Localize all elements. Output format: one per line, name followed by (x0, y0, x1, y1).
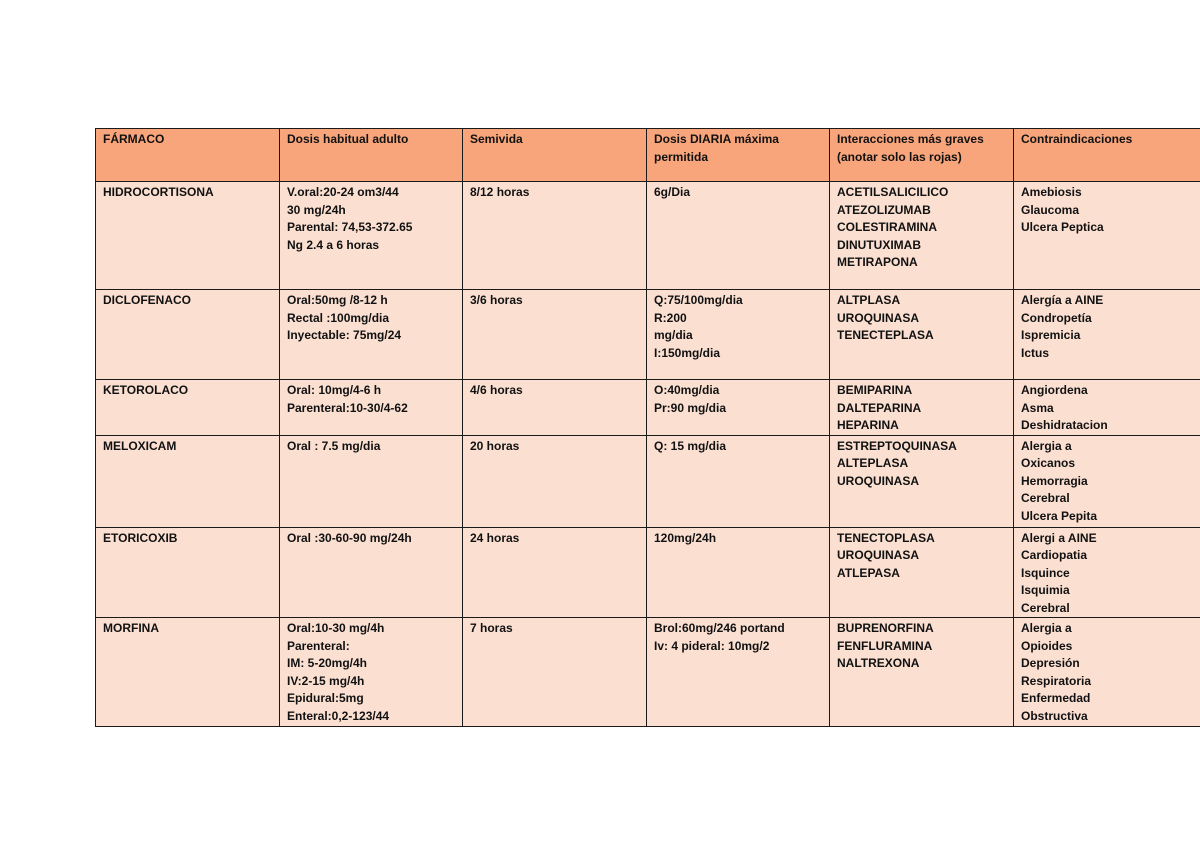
cell-line: Obstructiva (1021, 708, 1088, 723)
cell-semivida (463, 527, 647, 618)
cell-interacciones (830, 290, 1014, 380)
cell-line: Asma (1021, 400, 1054, 415)
cell-line: Q: 15 mg/dia (654, 438, 727, 453)
cell-line: ATLEPASA (837, 565, 900, 580)
cell-line: IV:2-15 mg/4h (287, 673, 365, 688)
cell-line: Parental: 74,53-372.65 (287, 220, 413, 234)
cell-line: mg/dia (654, 328, 693, 342)
cell-contraindicaciones (1014, 435, 1200, 527)
header-dosis-maxima-line-2: permitida (654, 149, 709, 164)
cell-line: ALTEPLASA (837, 456, 909, 470)
cell-line: UROQUINASA (837, 310, 920, 325)
cell-semivida (463, 618, 647, 727)
cell-line: 20 horas (470, 438, 520, 453)
header-farmaco-text: FÁRMACO (103, 132, 165, 146)
table-body (96, 182, 1200, 727)
cell-line: DICLOFENACO (103, 293, 191, 307)
table-row (96, 527, 1200, 618)
cell-dosis-habitual (280, 182, 463, 290)
cell-line: IM: 5-20mg/4h (287, 656, 368, 670)
cell-dosis-maxima (647, 618, 830, 727)
cell-dosis-maxima (647, 182, 830, 290)
table-row (96, 380, 1200, 436)
cell-line: Deshidratacion (1021, 418, 1108, 432)
header-interacciones-line-1: Interacciones más graves (837, 132, 984, 146)
cell-line: Alergia a (1021, 438, 1072, 453)
cell-line: Angiordena (1021, 383, 1088, 397)
cell-dosis-habitual (280, 527, 463, 618)
cell-line: BEMIPARINA (837, 383, 913, 397)
cell-line: ESTREPTOQUINASA (837, 438, 957, 453)
cell-dosis-maxima (647, 380, 830, 436)
header-dosis-maxima-line-1: Dosis DIARIA máxima (654, 132, 779, 146)
cell-line: MORFINA (103, 621, 159, 635)
cell-interacciones (830, 182, 1014, 290)
cell-semivida (463, 182, 647, 290)
cell-line: Amebiosis (1021, 185, 1082, 199)
cell-contraindicaciones (1014, 527, 1200, 618)
cell-line: ATEZOLIZUMAB (837, 202, 931, 217)
cell-line: Depresión (1021, 656, 1080, 670)
cell-line: 3/6 horas (470, 293, 523, 307)
cell-line: Oral:10-30 mg/4h (287, 621, 385, 635)
cell-line: R:200 (654, 310, 687, 325)
cell-line: Oral:50mg /8-12 h (287, 293, 388, 307)
cell-line: Parenteral: (287, 638, 350, 653)
table-row (96, 618, 1200, 727)
cell-contraindicaciones (1014, 290, 1200, 380)
cell-farmaco (96, 182, 280, 290)
cell-line: Alergía a AINE (1021, 293, 1104, 307)
cell-line: 8/12 horas (470, 185, 530, 199)
header-contraindicaciones (1014, 129, 1200, 182)
cell-line: Parenteral:10-30/4-62 (287, 400, 408, 415)
header-semivida (463, 129, 647, 182)
drug-table (95, 128, 1200, 727)
cell-farmaco (96, 435, 280, 527)
cell-line: Oxicanos (1021, 456, 1076, 470)
cell-line: Rectal :100mg/dia (287, 310, 390, 325)
cell-line: Brol:60mg/246 portand (654, 621, 785, 635)
cell-farmaco (96, 290, 280, 380)
table-row (96, 435, 1200, 527)
cell-dosis-habitual (280, 618, 463, 727)
cell-dosis-maxima (647, 290, 830, 380)
cell-line: Ng 2.4 a 6 horas (287, 237, 380, 252)
cell-line: ETORICOXIB (103, 530, 178, 545)
cell-line: COLESTIRAMINA (837, 220, 937, 234)
cell-line: Cardiopatia (1021, 548, 1088, 562)
cell-line: Oral : 7.5 mg/dia (287, 438, 381, 453)
cell-line: UROQUINASA (837, 473, 920, 488)
cell-line: ALTPLASA (837, 293, 901, 307)
header-semivida-text: Semivida (470, 132, 523, 146)
cell-line: 24 horas (470, 530, 520, 545)
cell-line: Ispremicia (1021, 328, 1081, 342)
cell-dosis-maxima (647, 435, 830, 527)
cell-interacciones (830, 435, 1014, 527)
cell-line: Respiratoria (1021, 673, 1092, 688)
cell-line: Condropetía (1021, 310, 1092, 325)
cell-dosis-maxima (647, 527, 830, 618)
header-dosis-maxima (647, 129, 830, 182)
cell-line: FENFLURAMINA (837, 638, 933, 653)
header-contraindicaciones-text: Contraindicaciones (1021, 132, 1133, 146)
cell-line: Ictus (1021, 345, 1050, 360)
cell-line: BUPRENORFINA (837, 621, 934, 635)
cell-line: Oral :30-60-90 mg/24h (287, 530, 412, 545)
cell-interacciones (830, 618, 1014, 727)
cell-line: V.oral:20-24 om3/44 (287, 185, 399, 199)
cell-line: Enfermedad (1021, 691, 1091, 705)
header-dosis-habitual (280, 129, 463, 182)
cell-line: NALTREXONA (837, 656, 920, 670)
cell-semivida (463, 290, 647, 380)
cell-farmaco (96, 618, 280, 727)
cell-dosis-habitual (280, 290, 463, 380)
cell-line: TENECTEPLASA (837, 328, 934, 342)
table-header (96, 129, 1200, 182)
cell-line: Cerebral (1021, 600, 1070, 615)
cell-line: I:150mg/dia (654, 345, 721, 360)
cell-line: O:40mg/dia (654, 383, 720, 397)
cell-line: KETOROLACO (103, 383, 189, 397)
cell-farmaco (96, 527, 280, 618)
cell-line: METIRAPONA (837, 255, 918, 269)
cell-contraindicaciones (1014, 380, 1200, 436)
cell-line: Enteral:0,2-123/44 (287, 708, 390, 723)
cell-semivida (463, 380, 647, 436)
cell-line: Hemorragia (1021, 473, 1088, 488)
cell-line: Isquince (1021, 565, 1070, 580)
cell-line: Q:75/100mg/dia (654, 293, 743, 307)
table-row (96, 182, 1200, 290)
cell-line: Ulcera Peptica (1021, 220, 1104, 234)
cell-farmaco (96, 380, 280, 436)
header-row (96, 129, 1200, 182)
header-interacciones-line-2: (anotar solo las rojas) (837, 149, 962, 164)
cell-line: Iv: 4 pideral: 10mg/2 (654, 638, 770, 653)
cell-interacciones (830, 380, 1014, 436)
cell-line: Pr:90 mg/dia (654, 400, 727, 415)
cell-contraindicaciones (1014, 182, 1200, 290)
header-interacciones (830, 129, 1014, 182)
cell-line: UROQUINASA (837, 548, 920, 562)
cell-dosis-habitual (280, 435, 463, 527)
cell-line: DALTEPARINA (837, 400, 922, 415)
cell-line: Alergia a (1021, 621, 1072, 635)
cell-line: HIDROCORTISONA (103, 185, 214, 199)
cell-line: Isquimia (1021, 583, 1070, 597)
cell-line: TENECTOPLASA (837, 530, 935, 545)
header-dosis-habitual-text: Dosis habitual adulto (287, 132, 409, 146)
cell-line: 6g/Dia (654, 185, 691, 199)
cell-line: Alergi a AINE (1021, 530, 1097, 545)
cell-line: ACETILSALICILICO (837, 185, 949, 199)
cell-line: DINUTUXIMAB (837, 237, 921, 252)
cell-line: 120mg/24h (654, 530, 717, 545)
cell-line: Ulcera Pepita (1021, 508, 1098, 523)
table-row (96, 290, 1200, 380)
cell-semivida (463, 435, 647, 527)
cell-dosis-habitual (280, 380, 463, 436)
cell-line: Glaucoma (1021, 202, 1080, 217)
cell-line: HEPARINA (837, 418, 899, 432)
cell-line: 4/6 horas (470, 383, 523, 397)
cell-interacciones (830, 527, 1014, 618)
cell-contraindicaciones (1014, 618, 1200, 727)
cell-line: 30 mg/24h (287, 202, 346, 217)
cell-line: Oral: 10mg/4-6 h (287, 383, 382, 397)
cell-line: MELOXICAM (103, 438, 177, 453)
cell-line: Cerebral (1021, 491, 1070, 505)
header-farmaco (96, 129, 280, 182)
cell-line: Inyectable: 75mg/24 (287, 328, 402, 342)
cell-line: 7 horas (470, 621, 513, 635)
cell-line: Epidural:5mg (287, 691, 364, 705)
cell-line: Opioides (1021, 638, 1073, 653)
